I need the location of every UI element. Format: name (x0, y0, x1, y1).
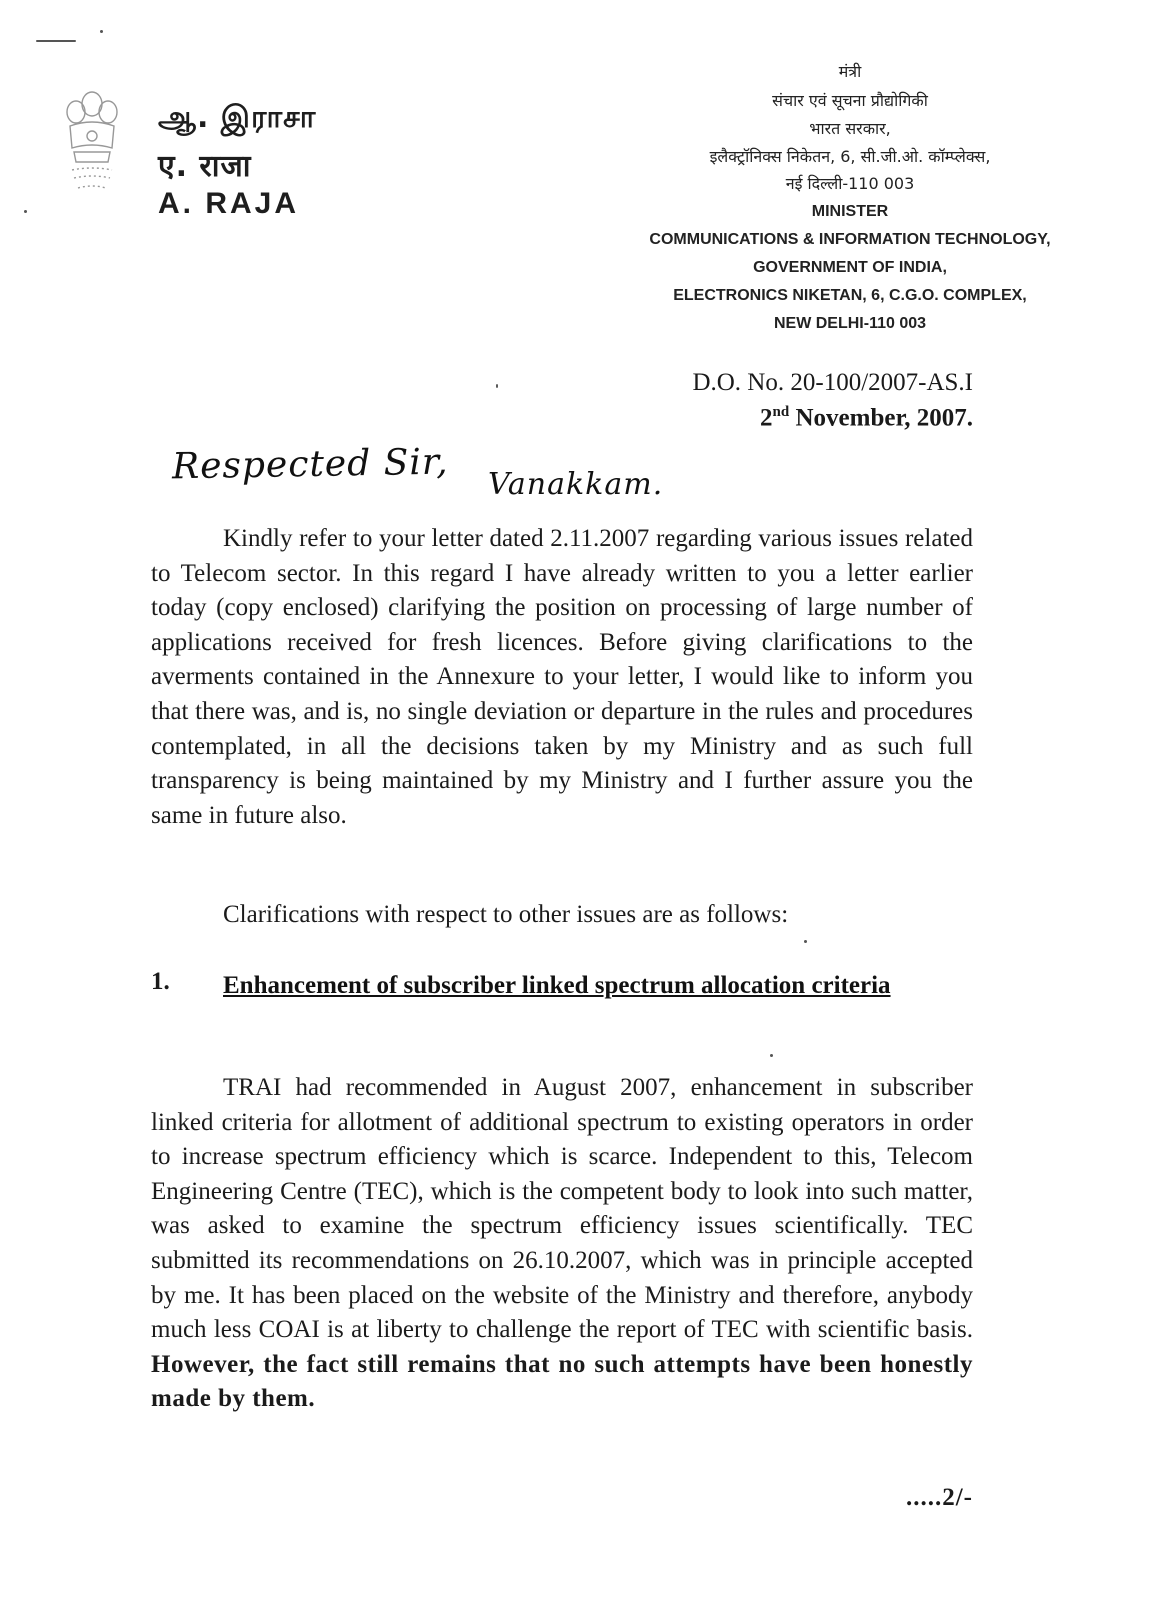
section-paragraph (151, 1071, 973, 1417)
body-paragraph-2: Clarifications with respect to other issues are as follows: (223, 901, 789, 928)
minister-name-hindi: ए. राजा (158, 149, 252, 184)
section-heading: Enhancement of subscriber linked spectrum allocation criteria (223, 972, 891, 999)
letterhead-hindi-government: भारत सरकार, (809, 119, 891, 138)
scan-mark (36, 40, 76, 42)
letterhead-city: NEW DELHI-110 003 (773, 315, 927, 332)
letterhead-ministry: COMMUNICATIONS & INFORMATION TECHNOLOGY, (649, 231, 1051, 248)
scan-speck (770, 1054, 773, 1057)
body-paragraph-1: Kindly refer to your letter dated 2.11.2007 regarding various issues related to Telecom sector. In this regard I have already written to you a letter earlier today (copy enclosed) clarifying the position on processing of large number of applications received for fresh licences. Before giving clarifications to the averments contained in the Annexure to your letter, I would like to inform you that there was, and is, no single deviation or departure in the rules and procedures contemplated, in all the decisions taken by my Ministry and as such full transparency is being maintained by my Ministry and I further assure you the same in future also. (151, 525, 973, 829)
section-number: 1. (151, 968, 170, 995)
section-text: TRAI had recommended in August 2007, enhancement in subscriber linked criteria for allotment of additional spectrum to existing operators in order to increase spectrum efficiency which is scarce. Independent to this, Telecom Engineering Centre (TEC), which is the competent body to look into such matter, was asked to examine the spectrum efficiency issues scientifically. TEC submitted its recommendations on 26.10.2007, which was in principle accepted by me. It has been placed on the website of the Ministry and therefore, anybody much less COAI is at liberty to challenge the report of TEC with scientific basis. (151, 1074, 973, 1344)
minister-name-english: A. RAJA (158, 187, 300, 220)
do-number: D.O. No. 20-100/2007-AS.I (692, 369, 973, 396)
date-suffix: nd (772, 404, 790, 420)
scan-speck (100, 30, 103, 33)
letterhead-hindi-ministry: संचार एवं सूचना प्रौद्योगिकी (772, 91, 928, 110)
letter-date (760, 404, 973, 432)
scan-speck (804, 940, 807, 943)
section-text-bold: However, the fact still remains that no such attempts have been honestly made by them. (151, 1350, 973, 1413)
letterhead-address: ELECTRONICS NIKETAN, 6, C.G.O. COMPLEX, (673, 287, 1027, 304)
letterhead-hindi-title: मंत्री (838, 62, 862, 81)
letterhead-hindi-city: नई दिल्ली-110 003 (785, 174, 915, 193)
date-rest: November, 2007. (789, 404, 973, 432)
scan-speck (496, 384, 498, 388)
handwritten-salutation: Respected Sir, (171, 441, 449, 488)
minister-name-tamil: ஆ. இராசா (158, 100, 317, 135)
handwritten-greeting: Vanakkam. (488, 467, 664, 502)
letterhead-hindi-address: इलैक्ट्रॉनिक्स निकेतन, 6, सी.जी.ओ. कॉम्प्लेक्स, (709, 147, 991, 166)
letterhead-title: MINISTER (811, 203, 889, 220)
national-emblem-icon (52, 78, 132, 208)
page-continuation: .....2/- (905, 1484, 973, 1511)
scan-speck (24, 210, 27, 213)
letterhead-government: GOVERNMENT OF INDIA, (753, 259, 947, 276)
date-day: 2 (760, 404, 773, 432)
